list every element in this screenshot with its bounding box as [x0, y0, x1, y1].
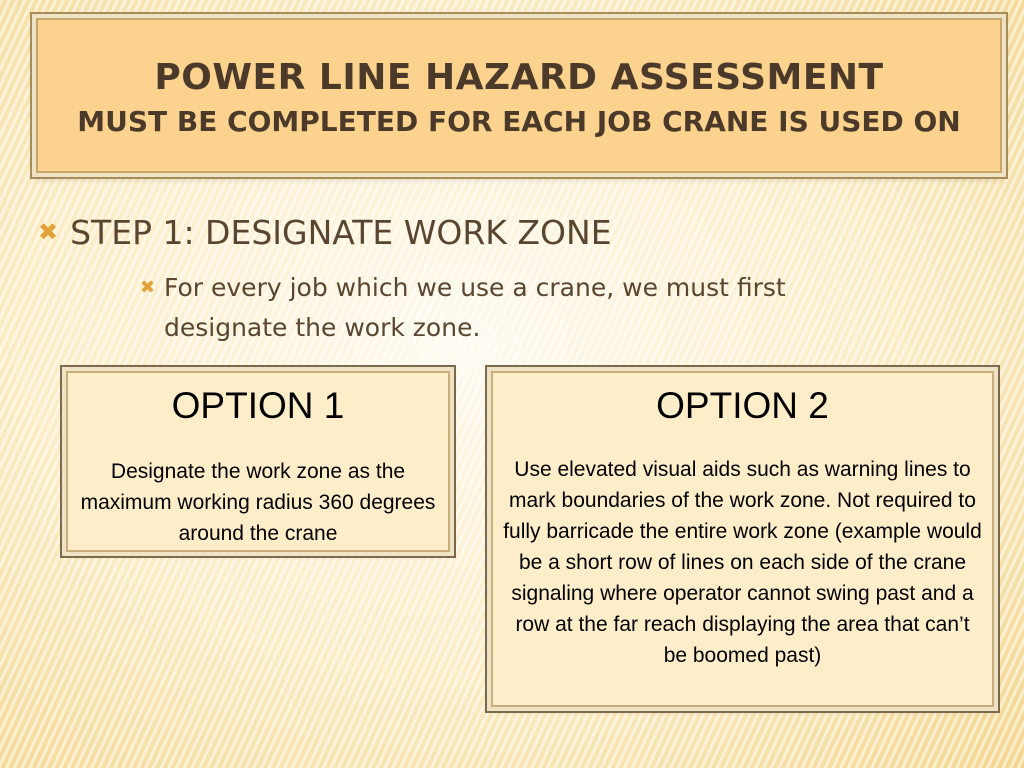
bullet-step-1	[38, 210, 612, 255]
slide-title: POWER LINE HAZARD ASSESSMENT	[154, 57, 884, 98]
title-banner	[36, 18, 1002, 173]
option-1-body: Designate the work zone as the maximum working radius 360 degrees around the crane	[80, 460, 436, 545]
option-1-box	[66, 371, 450, 552]
sub-bullet	[140, 268, 900, 348]
step-text: STEP 1: DESIGNATE WORK ZONE	[70, 213, 612, 252]
x-bullet-icon: ✖	[38, 218, 59, 246]
sub-bullet-text: For every job which we use a crane, we must first designate the work zone.	[164, 273, 786, 342]
x-bullet-icon: ✖	[140, 277, 156, 298]
option-1-title: OPTION 1	[171, 385, 345, 426]
slide-subtitle: MUST BE COMPLETED FOR EACH JOB CRANE IS USED ON	[77, 105, 961, 138]
option-2-body: Use elevated visual aids such as warning lines to mark boundaries of the work zone. Not required to fully barricade the entire work zone (example would be a short row of lines on each side of the crane signaling where operator cannot swing past and a row at the far reach displaying the area that can’t be boomed past)	[503, 458, 982, 667]
option-2-title: OPTION 2	[656, 385, 829, 426]
option-2-box	[491, 371, 994, 707]
